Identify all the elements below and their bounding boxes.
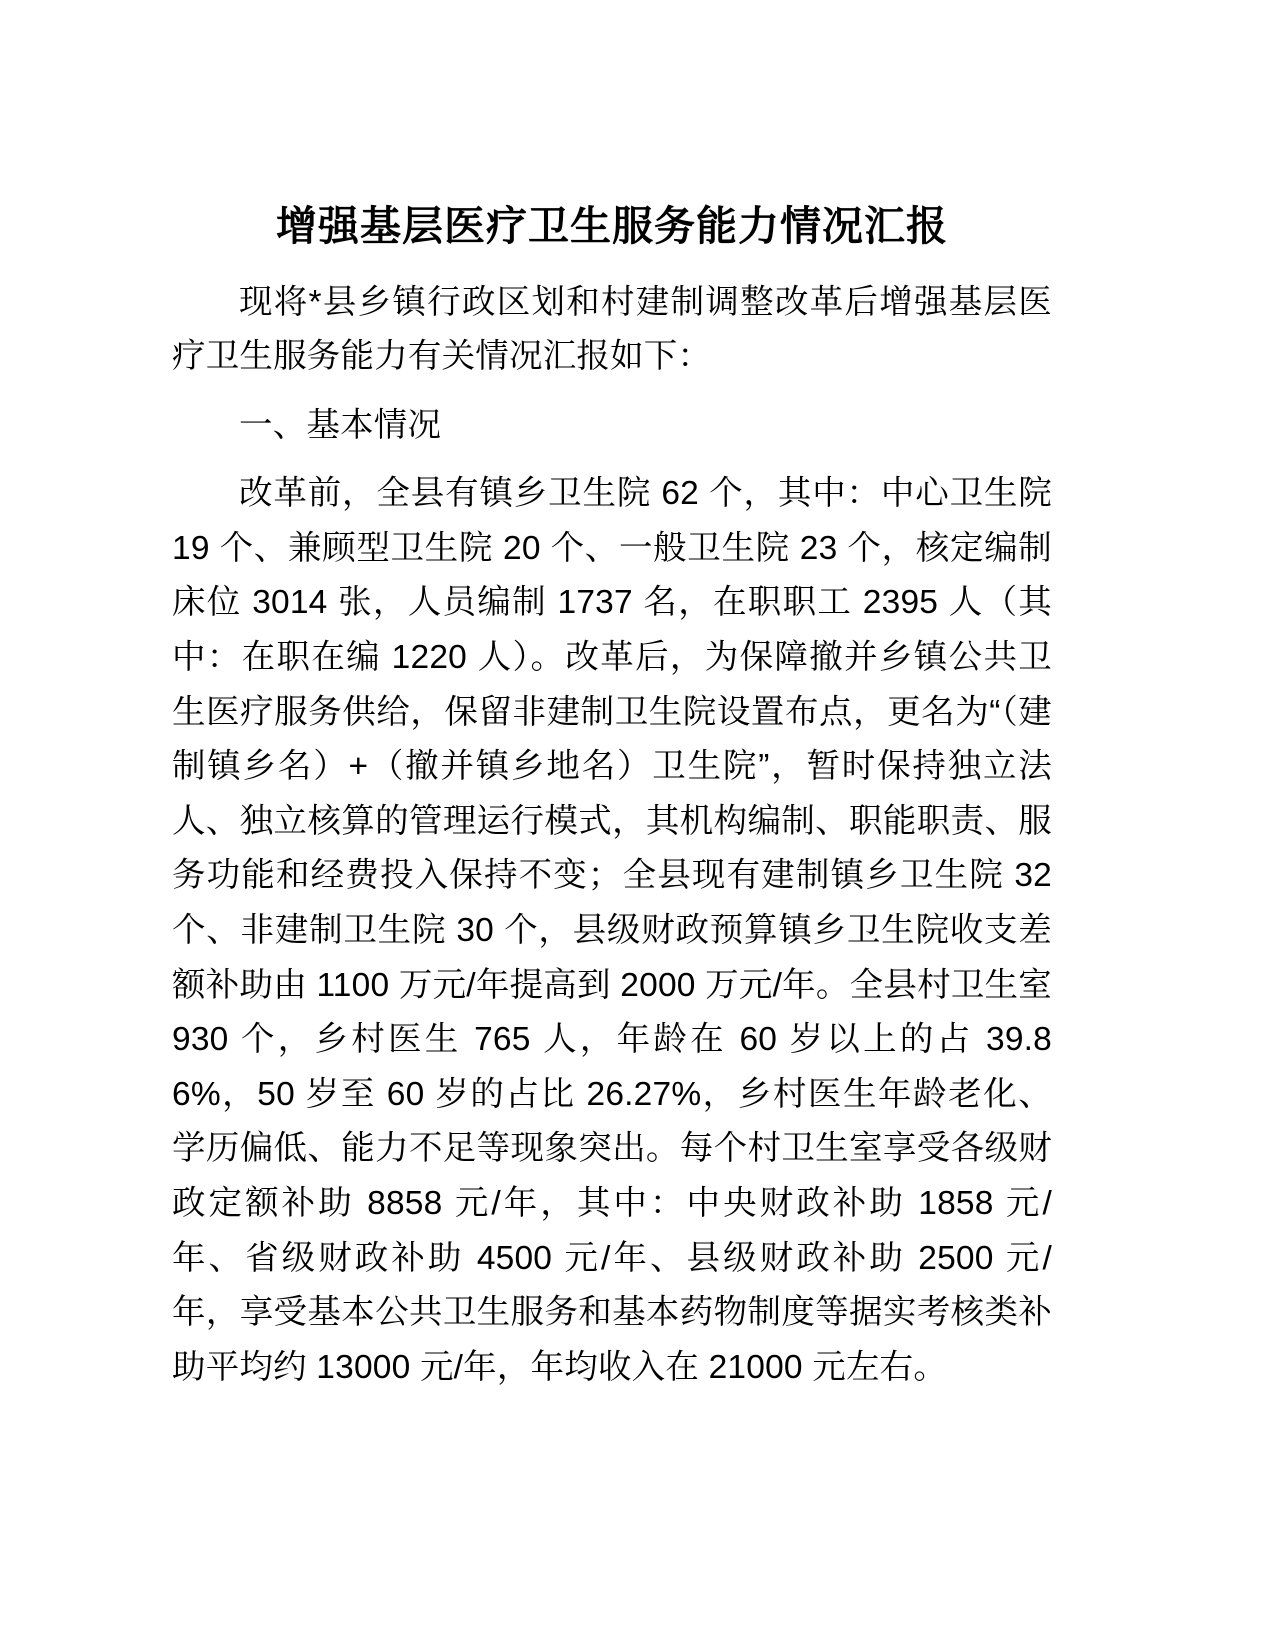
document-content [172, 196, 1052, 1401]
section-heading-one: 一、基本情况 [239, 406, 442, 444]
section-one-body-paragraph: 改革前，全县有镇乡卫生院 62 个，其中：中心卫生院 19 个、兼顾型卫生院 20 个、一般卫生院 23 个，核定编制床位 3014 张，人员编制 1737 名，在职职工 2395 人（其中：在职在编 1220 人）。改革后，为保障撤并乡镇公共卫生医疗服务供给，保留非建制卫生院设置布点，更名为“（建制镇乡名）+（撤并镇乡地名）卫生院”，暂时保持独立法人、独立核算的管理运行模式，其机构编制、职能职责、服务功能和经费投入保持不变；全县现有建制镇乡卫生院 32 个、非建制卫生院 30 个，县级财政预算镇乡卫生院收支差额补助由 1100 万元/年提高到 2000 万元/年。全县村卫生室 930 个，乡村医生 765 人，年龄在 60 岁以上的占 39.86%，50 岁至 60 岁的占比 26.27%，乡村医生年龄老化、学历偏低、能力不足等现象突出。每个村卫生室享受各级财政定额补助 8858 元/年，其中：中央财政补助 1858 元/年、省级财政补助 4500 元/年、县级财政补助 2500 元/年，享受基本公共卫生服务和基本药物制度等据实考核类补助平均约 13000 元/年，年均收入在 21000 元左右。 [172, 475, 1052, 1386]
page-title: 增强基层医疗卫生服务能力情况汇报 [276, 203, 948, 249]
intro-paragraph: 现将*县乡镇行政区划和村建制调整改革后增强基层医疗卫生服务能力有关情况汇报如下： [172, 283, 1052, 376]
